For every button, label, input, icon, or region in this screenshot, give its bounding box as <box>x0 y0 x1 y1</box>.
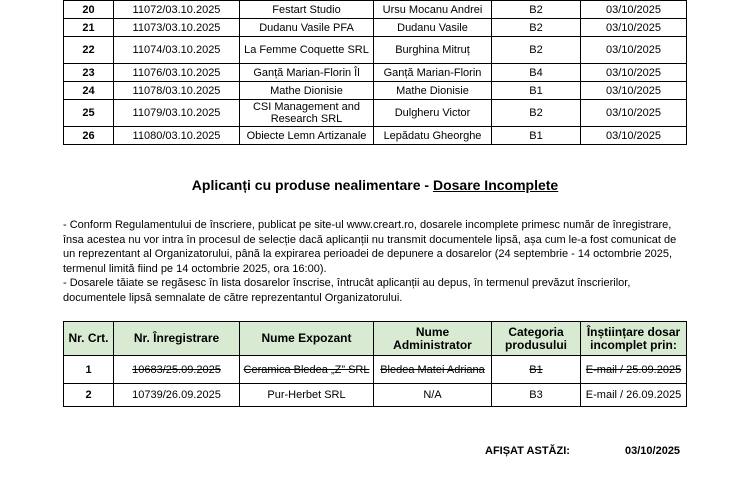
administrator-name: Dudanu Vasile <box>374 19 492 37</box>
header-exhibitor: Nume Expozant <box>240 322 374 356</box>
exhibitor-name: CSI Management and Research SRL <box>240 100 374 127</box>
registered-applications-table <box>63 0 687 145</box>
administrator-name: Burghina Mitruț <box>374 37 492 64</box>
exhibitor-name: Festart Studio <box>240 1 374 19</box>
registration-number: 11080/03.10.2025 <box>114 127 240 145</box>
product-category: B2 <box>492 37 581 64</box>
table-row <box>64 127 687 145</box>
row-number: 23 <box>64 64 114 82</box>
posted-today-label: AFIȘAT ASTĂZI: <box>485 445 570 457</box>
row-number: 22 <box>64 37 114 64</box>
row-number: 25 <box>64 100 114 127</box>
administrator-name: Dulgheru Victor <box>374 100 492 127</box>
registration-number: 11079/03.10.2025 <box>114 100 240 127</box>
registration-date: 03/10/2025 <box>581 37 687 64</box>
row-number: 20 <box>64 1 114 19</box>
administrator-name: Ursu Mocanu Andrei <box>374 1 492 19</box>
registration-number: 11074/03.10.2025 <box>114 37 240 64</box>
note-paragraph-2: - Dosarele tăiate se regăsesc în lista dosarelor înscrise, întrucât aplicanții au depus, în termenul prevăzut înscrierilor, documentele lipsă semnalate de către reprezentantul Organizatorului. <box>63 277 631 304</box>
row-number: 26 <box>64 127 114 145</box>
registration-number: 11073/03.10.2025 <box>114 19 240 37</box>
row-number: 1 <box>64 356 114 384</box>
section-title-main: Aplicanți cu produse nealimentare - <box>191 177 433 193</box>
exhibitor-name: Pur-Herbet SRL <box>240 384 374 407</box>
notification-method: E-mail / 26.09.2025 <box>581 384 687 407</box>
table-row <box>64 1 687 19</box>
table-row <box>64 19 687 37</box>
registration-date: 03/10/2025 <box>581 1 687 19</box>
administrator-name: Lepădatu Gheorghe <box>374 127 492 145</box>
administrator-name: Ganță Marian-Florin <box>374 64 492 82</box>
registration-number: 11072/03.10.2025 <box>114 1 240 19</box>
notification-method: E-mail / 25.09.2025 <box>581 356 687 384</box>
registration-date: 03/10/2025 <box>581 100 687 127</box>
table-row <box>64 384 687 407</box>
header-administrator: Nume Administrator <box>374 322 492 356</box>
table-header-row <box>64 322 687 356</box>
table-row <box>64 37 687 64</box>
section-title-underlined: Dosare Incomplete <box>432 177 559 193</box>
registration-number: 11078/03.10.2025 <box>114 82 240 100</box>
administrator-name: N/A <box>374 384 492 407</box>
header-category: Categoria produsului <box>492 322 581 356</box>
table-row <box>64 100 687 127</box>
exhibitor-name: La Femme Coquette SRL <box>240 37 374 64</box>
registration-number: 10683/25.09.2025 <box>114 356 240 384</box>
product-category: B1 <box>492 127 581 145</box>
product-category: B2 <box>492 1 581 19</box>
table-row <box>64 82 687 100</box>
administrator-name: Mathe Dionisie <box>374 82 492 100</box>
row-number: 24 <box>64 82 114 100</box>
posted-today-date: 03/10/2025 <box>625 445 681 457</box>
row-number: 21 <box>64 19 114 37</box>
product-category: B2 <box>492 19 581 37</box>
header-nr-crt: Nr. Crt. <box>64 322 114 356</box>
product-category: B3 <box>492 384 581 407</box>
exhibitor-name: Obiecte Lemn Artizanale <box>240 127 374 145</box>
header-notification: Înștiințare dosar incomplet prin: <box>581 322 687 356</box>
exhibitor-name: Ceramica Bledea „Z” SRL <box>240 356 374 384</box>
exhibitor-name: Mathe Dionisie <box>240 82 374 100</box>
product-category: B4 <box>492 64 581 82</box>
table-row <box>64 64 687 82</box>
exhibitor-name: Dudanu Vasile PFA <box>240 19 374 37</box>
registration-number: 11076/03.10.2025 <box>114 64 240 82</box>
product-category: B1 <box>492 356 581 384</box>
section-title <box>0 177 750 193</box>
registration-date: 03/10/2025 <box>581 82 687 100</box>
header-registration: Nr. Înregistrare <box>114 322 240 356</box>
registration-date: 03/10/2025 <box>581 64 687 82</box>
table-row <box>64 356 687 384</box>
row-number: 2 <box>64 384 114 407</box>
product-category: B1 <box>492 82 581 100</box>
incomplete-files-table <box>63 321 687 407</box>
note-paragraph-1: - Conform Regulamentului de înscriere, publicat pe site-ul www.creart.ro, dosarele incomplete primesc număr de înregistrare, însa acestea nu vor intra în procesul de selecție dacă aplicanții nu transmit documentele lipsă, așa cum le-a fost comunicat de un reprezentant al Organizatorului, până la expirarea perioadei de depunere a dosarelor (24 septembrie - 14 octombrie 2025, termenul limită fiind pe 14 octombrie 2025, ora 16:00). <box>63 219 677 275</box>
exhibitor-name: Ganță Marian-Florin Îl <box>240 64 374 82</box>
registration-date: 03/10/2025 <box>581 127 687 145</box>
administrator-name: Bledea Matei Adriana <box>374 356 492 384</box>
registration-number: 10739/26.09.2025 <box>114 384 240 407</box>
registration-date: 03/10/2025 <box>581 19 687 37</box>
product-category: B2 <box>492 100 581 127</box>
